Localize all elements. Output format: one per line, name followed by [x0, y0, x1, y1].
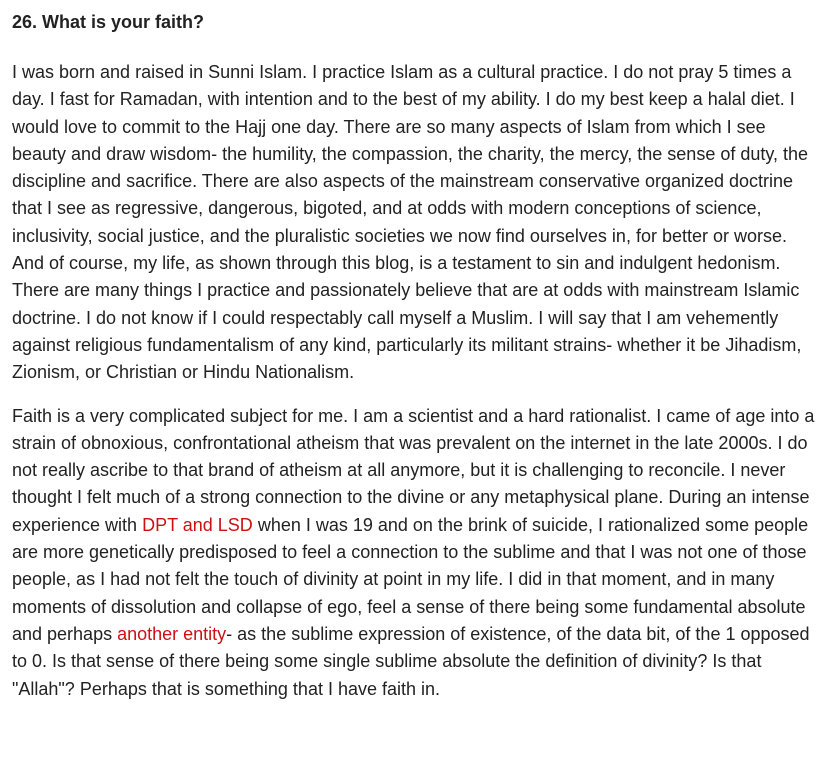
- post-title: 26. What is your faith?: [12, 12, 205, 32]
- post-body: [12, 59, 819, 703]
- link-dpt-and-lsd[interactable]: DPT and LSD: [142, 514, 253, 535]
- paragraph-text: Faith is a very complicated subject for me. I am a scientist and a hard rationalist. I came of age into a strain of obnoxious, confrontational atheism that was prevalent on the internet in the late 2000s. I do not really ascribe to that brand of atheism at all anymore, but it is challenging to reconcile. I never thought I felt much of a strong connection to the divine or any metaphysical plane. During an intense experience with: [12, 405, 815, 535]
- post-paragraph-2: [12, 403, 819, 703]
- paragraph-text: when I was 19 and on the brink of suicide, I rationalized some people are more genetically predisposed to feel a connection to the sublime and that I was not one of those people, as I had not felt the touch of divinity at point in my life. I did in that moment, and in many moments of dissolution and collapse of ego, feel a sense of there being some fundamental absolute and perhaps: [12, 514, 809, 644]
- post-paragraph-1: I was born and raised in Sunni Islam. I practice Islam as a cultural practice. I do not pray 5 times a day. I fast for Ramadan, with intention and to the best of my ability. I do my best keep a halal diet. I would love to commit to the Hajj one day. There are so many aspects of Islam from which I see beauty and draw wisdom- the humility, the compassion, the charity, the mercy, the sense of duty, the discipline and sacrifice. There are also aspects of the mainstream conservative organized doctrine that I see as regressive, dangerous, bigoted, and at odds with modern conceptions of science, inclusivity, social justice, and the pluralistic societies we now find ourselves in, for better or worse. And of course, my life, as shown through this blog, is a testament to sin and indulgent hedonism. There are many things I practice and passionately believe that are at odds with mainstream Islamic doctrine. I do not know if I could respectably call myself a Muslim. I will say that I am vehemently against religious fundamentalism of any kind, particularly its militant strains- whether it be Jihadism, Zionism, or Christian or Hindu Nationalism.: [12, 62, 809, 383]
- link-another-entity[interactable]: another entity: [117, 623, 227, 644]
- paragraph-text: - as the sublime expression of existence, of the data bit, of the 1 opposed to 0. Is that sense of there being some single sublime absolute the definition of divinity? Is that "Allah"? Perhaps that is something that I have faith in.: [12, 623, 810, 699]
